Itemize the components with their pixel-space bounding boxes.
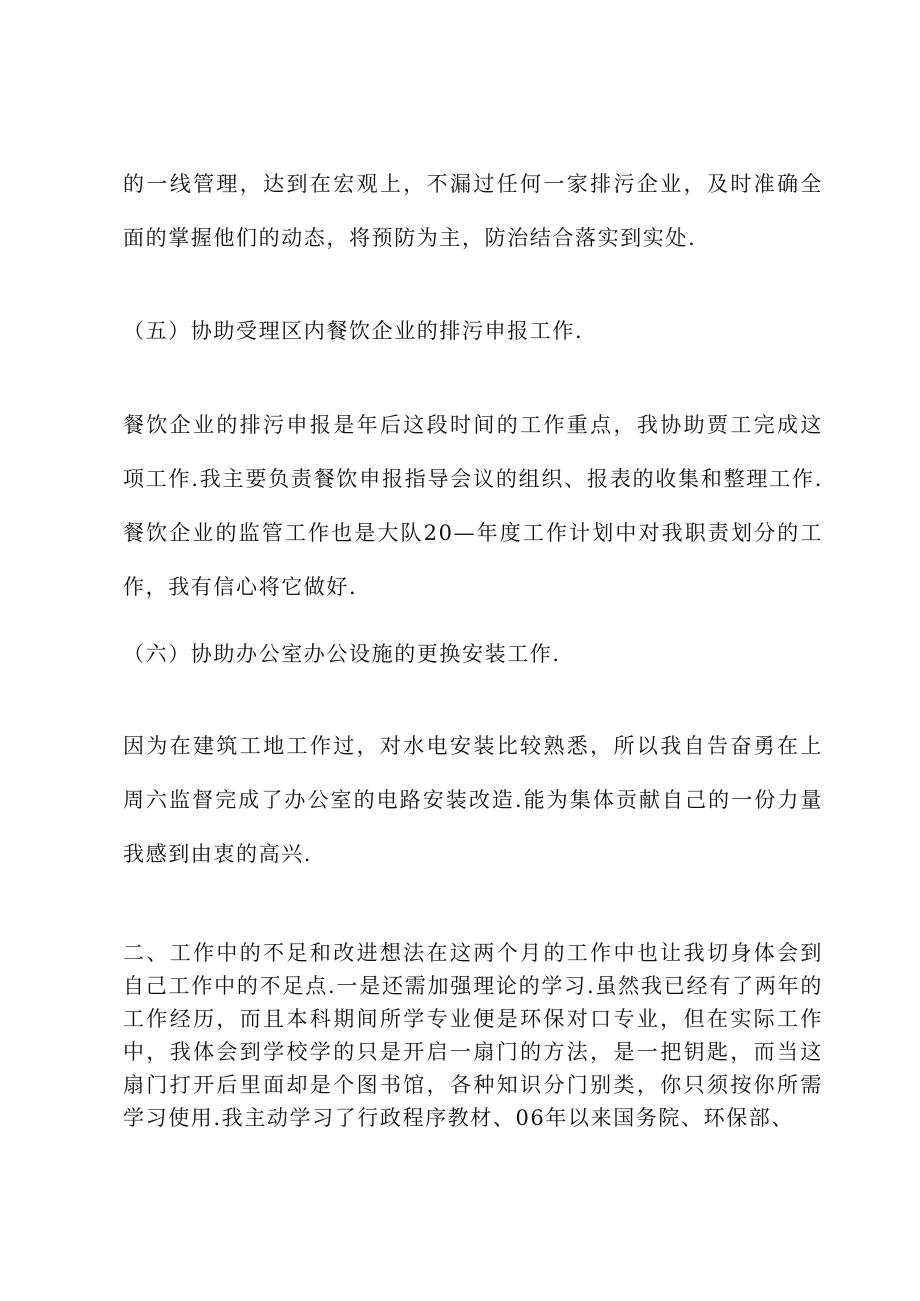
paragraph-catering-report: 餐饮企业的排污申报是年后这段时间的工作重点，我协助贾工完成这项工作.我主要负责餐饮申报指导会议的组织、报表的收集和整理工作.餐饮企业的监管工作也是大队20—年度工作计划中对我职责划分的工作，我有信心将它做好. (123, 413, 823, 599)
paragraph-continuation: 的一线管理，达到在宏观上，不漏过任何一家排污企业，及时准确全面的掌握他们的动态，将预防为主，防治结合落实到实处. (123, 172, 823, 250)
section-heading-five: （五）协助受理区内餐饮企业的排污申报工作. (123, 319, 584, 343)
paragraph-office-installation: 因为在建筑工地工作过，对水电安装比较熟悉，所以我自告奋勇在上周六监督完成了办公室的电路安装改造.能为集体贡献自己的一份力量我感到由衷的高兴. (123, 734, 823, 866)
section-heading-six: （六）协助办公室办公设施的更换安装工作. (123, 642, 561, 666)
paragraph-shortcomings: 二、工作中的不足和改进想法在这两个月的工作中也让我切身体会到自己工作中的不足点.一是还需加强理论的学习.虽然我已经有了两年的工作经历，而且本科期间所学专业便是环保对口专业，但在实际工作中，我体会到学校学的只是开启一扇门的方法，是一把钥匙，而当这扇门打开后里面却是个图书馆，各种知识分门别类，你只须按你所需学习使用.我主动学习了行政程序教材、06年以来国务院、环保部、 (123, 941, 823, 1130)
